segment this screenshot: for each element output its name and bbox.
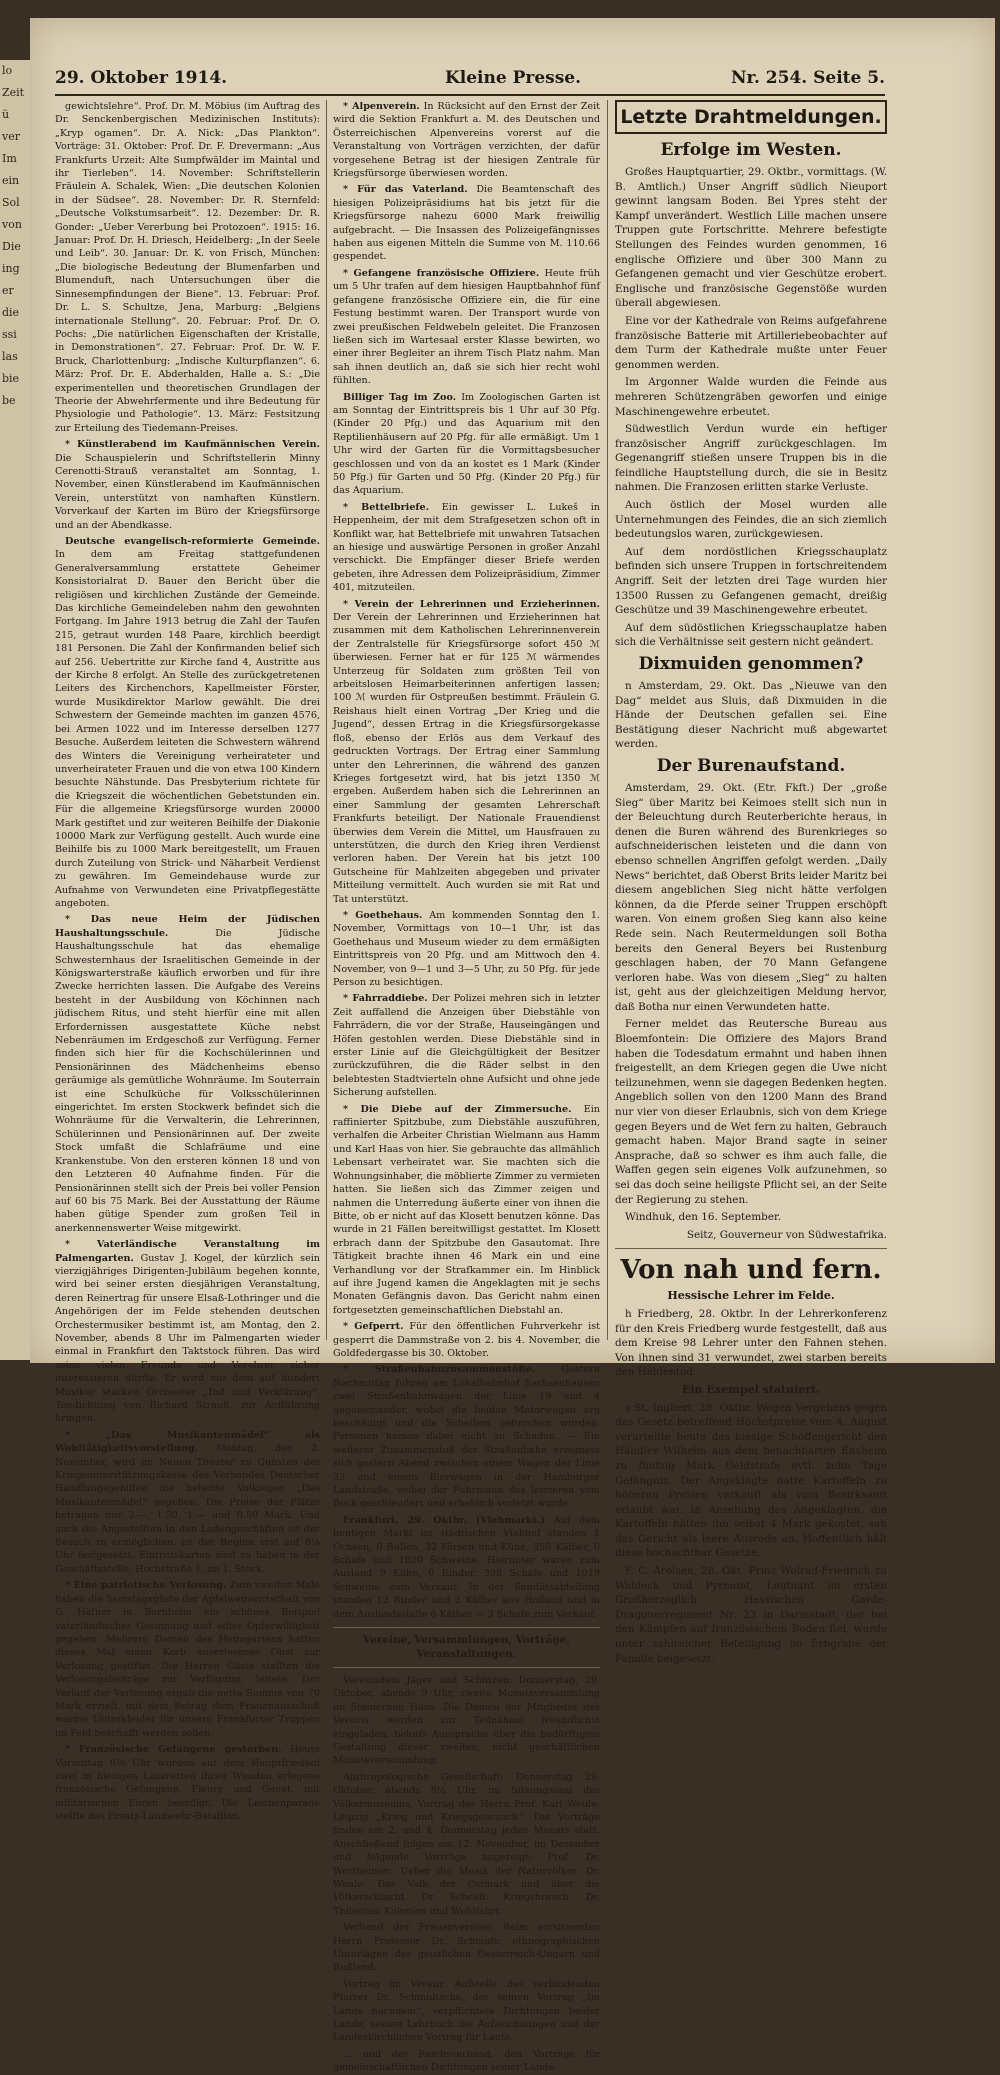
article-text: Im Argonner Walde wurden die Feinde aus mehreren Schützengräben geworfen und einige Maschinengewehre erbeutet. — [615, 376, 887, 418]
article-text: Eine vor der Kathedrale von Reims aufgefahrene französische Batterie mit Artilleriebeobachter auf dem Turm der Kathedrale mußte unter Feuer genommen werden. — [615, 314, 887, 371]
article-text: s St. Ingbert, 28. Oktbr. Wegen Vergehens gegen das Gesetz betreffend Höchstpreise vom 4. August verurteilte heute das hiesige Schöffengericht den Händler Wilhelm aus dem benachbarten Ensheim zu fünfzig Mark Geldstrafe evtl. zehn Tage Gefängnis. Der Angeklagte hatte Kartoffeln zu höheren Preisen verkauft als vom Bezirksamt erlaubt war. In Ansehung des Angeklagten, die Kartoffeln hätten ihn selbst 4 Mark gekostet, sah das Gericht als leere Ausrede an. Hoffentlich hält diese hochachtbar Gesetze. — [615, 1401, 887, 1560]
adjacent-page-text: bie — [2, 372, 20, 385]
article-headline: Hessische Lehrer im Felde. — [667, 1289, 835, 1303]
article-text: n Amsterdam, 29. Okt. Das „Nieuwe van den Dag“ meldet aus Sluis, daß Dixmuiden in die Hände der Deutschen gefallen sei. Eine Bestätigung dieser Nachricht muß abgewartet werden. — [615, 680, 887, 751]
article-heading: Billiger Tag im Zoo. — [343, 391, 457, 403]
adjacent-page-text: ing — [2, 262, 20, 275]
article-text: Amsterdam, 29. Okt. (Etr. Fkft.) Der „große Sieg“ über Maritz bei Keimoes stellt sich nun in der Beleuchtung durch Reuterberichte heraus, in denen die Buren während des Burenkrieges so aufschneiderischen leisteten und die dann von ebenso schnellen Angriffen gefolgt werden. „Daily News“ berichtet, daß Oberst Brits leider Maritz bei diesem angeblichen Sieg nicht hätte verfolgen können, da die Pferde seiner Truppen erschöpft waren. Von einem großen Sieg kann also keine Rede sein. Nach Reutermeldungen soll Botha bereits den General Beyers bei Rustenburg geschlagen haben, der 70 Mann Gefangene verloren habe. Was von diesem „Sieg“ zu halten ist, geht aus der gleichzeitigen Meldung hervor, daß Botha nur einen Verwundeten hatte. — [615, 781, 887, 1013]
article-text: Für den öffentlichen Fuhrverkehr ist gesperrt die Dammstraße von 2. bis 4. November, die Goldfedergasse bis 30. Oktober. — [333, 1321, 600, 1359]
article-text: Die Schauspielerin und Schriftstellerin Minny Cerenotti-Strauß veranstaltet am Sonntag, 1. November, einen Künstlerabend im Kaufmännischen Verein, unterstützt von namhaften Künstlern. Vorverkauf der Karten im Büro der Kriegsfürsorge und an der Abendkasse. — [55, 452, 320, 531]
article-text: Montag, den 2. November, wird im Neuen Theater zu Gunsten der Kriegsunterstützungskasse des Verbandes Deutscher Handlungsgehilfen die beliebte Volksoper „Das Musikantenmädel“ gegeben. Die Preise der Plätze betragen nur 2.—, 1.50, 1.— und 0.50 Mark. Und auch die Angestellten in den Ladengeschäften ist der Besuch zu ermöglichen, ist der Beginn erst auf 8¼ Uhr festgesetzt. Eintrittskarten sind zu haben in der Geschäftsstelle, Hochstraße 1, im 1. Stock. — [55, 1443, 320, 1575]
adjacent-page-text: Im — [2, 152, 17, 165]
article-heading: Frankfurt, 29. Oktbr. (Viehmarkt.) — [343, 1514, 545, 1526]
adjacent-page-text: die — [2, 306, 20, 319]
article-headline: Erfolge im Westen. — [660, 140, 842, 160]
newspaper-title: Kleine Presse. — [445, 68, 582, 88]
article-text: Der Polizei mehren sich in letzter Zeit auffallend die Anzeigen über Diebstähle von Fahrrädern, die vor der Straße, Hauseingängen und Höfen gestohlen werden. Diese Diebstähle sind in erster Linie auf die Gleichgültigkeit der Besitzer zurückzuführen, die die Räder selbst in den belebtesten Stadtvierteln ohne Aufsicht und ohne jede Sicherung aufstellen. — [333, 993, 600, 1099]
article-heading: * Gefperrt. — [343, 1321, 404, 1333]
article-heading: * Gefangene französische Offiziere. — [343, 267, 540, 279]
article-text: ... und der Reichsverband, den Vorträge für gemeinschaftlichen Dichtungen seiner Lande. — [333, 2048, 600, 2074]
adjacent-page-text: Die — [2, 240, 21, 253]
article-text: Auf dem heutigen Markt im städtischen Viehhof standen 1 Ochsen, 0 Bullen, 32 Färsen und Kühe, 356 Kälber, 0 Schafe und 1020 Schweine. Hierunter waren zum Ausland 9 Kühe, 0 Rinder, 398 Schafe und 1019 Schweine zum Verkauf. In der Sanitätsabteilung standen 12 Rinder und 2 Kälber aus Holland und in dem Auslandsstalle 6 Kälber — 3 Schafe zum Verkauf. — [333, 1514, 600, 1620]
adjacent-page-text: ver — [2, 130, 20, 143]
column-rule — [607, 100, 608, 1340]
article-headline: Dixmuiden genommen? — [638, 654, 864, 674]
section-divider — [333, 1627, 600, 1628]
article-text: Ferner meldet das Reutersche Bureau aus Bloemfontein: Die Offiziere des Majors Brand haben die Todesdatum ermahnt und haben ihnen freigestellt, an dem Kriegen gegen die Uwe nicht teilzunehmen, wenn sie dagegen Bedenken hegten. Angeblich sollen von den 1200 Mann des Brand nur vier von dieser Erlaubnis, sich von dem Kriege gegen Beyers und de Wet fern zu halten, Gebrauch gemacht haben. Major Brand sagte in seiner Ansprache, daß so schwer es ihm auch falle, die Waffen gegen sein eigenes Volk aufzunehmen, so sei das doch seine heiligste Pflicht sei, an der Seite der Regierung zu stehen. — [615, 1018, 887, 1206]
issue-page-number: Nr. 254. Seite 5. — [731, 68, 885, 88]
article-text: Im Zoologischen Garten ist am Sonntag der Eintrittspreis bis 1 Uhr auf 30 Pfg. (Kinder 20 Pfg.) und das Aquarium mit den Reptilienhäusern auf 20 Pfg. für alle ermäßigt. Um 1 Uhr wird der Garten für die Vormittagsbesucher geschlossen und von da an kostet es 1 Mark (Kinder 50 Pfg.) für Garten und 50 Pfg. (Kinder 20 Pfg.) für das Aquarium. — [333, 391, 600, 497]
article-text: Am kommenden Sonntag den 1. November, Vormittags von 10—1 Uhr, ist das Goethehaus und Museum wieder zu dem ermäßigten Eintrittspreis von 20 Pfg. und am Mittwoch den 4. November, von 9—1 und 3—5 Uhr, zu 50 Pfg. für jede Person zu besichtigen. — [333, 909, 600, 988]
article-heading: * Vaterländische Veranstaltung im Palmengarten. — [55, 1239, 320, 1264]
article-heading: * Für das Vaterland. — [343, 184, 468, 196]
adjacent-page-text: Sol — [2, 196, 20, 209]
article-text: In dem am Freitag stattgefundenen Generalversammlung erstattete Geheimer Konsistorialrat D. Bauer den Bericht über die religiösen und kirchlichen Zustände der Gemeinde. Das kirchliche Gemeindeleben nahm den gewohnten Fortgang. Im Jahre 1913 betrug die Zahl der Taufen 215, getraut wurden 148 Paare, kirchlich beerdigt 181 Personen. Die Zahl der Konfirmanden belief sich auf 256. Uebertritte zur Kirche fand 4, Austritte aus der Kirche 8 erfolgt. An Stelle des zurückgetretenen Leiters des Kirchenchors, Kapellmeister Förster, wurde Musikdirektor Marlow gewählt. Die drei Schwestern der Gemeinde machten im ganzen 4576, bei Armen 1022 und im Interesse derselben 1277 Besuche. Außerdem leiteten die Schwestern während des Winters die Vereinigung verheirateter und unverheirateter Frauen und die von etwa 100 Kindern besuchte Nähstunde. Das Presbyterium richtete für die Kriegszeit die wöchentlichen Gebetstunden ein. Für die allgemeine Kriegsfürsorge wurden 20000 Mark gestiftet und zur weiteren Beihilfe der Diakonie 10000 Mark zur Verfügung gestellt. Auch wurde eine Beihilfe bis zu 1000 Mark bereitgestellt, um Frauen durch Zuteilung von Strick- und Näharbeit Verdienst zu gewähren. Im Gemeindehause wurde zur Aufnahme von Verwundeten eine Privatpflegestätte angeboten. — [55, 549, 320, 909]
adjacent-page-text: Zeit — [2, 86, 25, 99]
article-heading: * Goethehaus. — [343, 909, 423, 921]
column-rule — [326, 100, 327, 1340]
adjacent-page-text: las — [2, 350, 18, 363]
article-text: Anthropologische Gesellschaft: Donnerstag 29. Oktober, abends 8½ Uhr, im Sitzungssaal des Völkermuseums, Vortrag des Herrn Prof. Karl Weule-Leipzig „Krieg und Kriegsgebrauch“. Die Vorträge finden am 2. und 4. Donnerstag jeden Monats statt. Anschließend folgen am 12. November, im Dezember und folgende Vorträge angezeigt: Prof. Dr. Wertheimer: Ueber die Musik der Naturvölker. Dr. Weule: Das Volk der Ostmark und über die Völkerschlacht. Dr. Scheidt: Kriegsbrauch. Dr. Thilenius: Kolonien und Wohlfahrt. — [333, 1771, 600, 1917]
signature-line: Seitz, Gouverneur von Südwestafrika. — [686, 1228, 887, 1241]
article-text: Windhuk, den 16. September. — [625, 1211, 782, 1224]
column-2 — [333, 100, 601, 2074]
issue-date: 29. Oktober 1914. — [55, 68, 228, 88]
adjacent-page-fragment — [0, 60, 30, 1360]
adjacent-page-text: ein — [2, 174, 20, 187]
article-text: Auf dem nordöstlichen Kriegsschauplatz befinden sich unsere Truppen in fortschreitendem Angriff. Seit der letzten drei Tage wurden hier 13500 Russen zu Gefangenen gemacht, dreißig Geschütze und 39 Maschinengewehre erbeutet. — [615, 545, 887, 617]
article-text: Ein raffinierter Spitzbube, zum Diebstähle auszuführen, verhalfen die Arbeiter Christian Wielmann aus Hamm und Karl Haas von hier. Sie gebrauchte das allmählich Lebensart verheiratet war. Sie machten sich die Wohnungsinhaber, die möblierte Zimmer zu vermieten hatten. Sie ließen sich das Zimmer zeigen und nahmen die Unterredung äußerte einer von ihnen die Bitte, ob er nicht auf das Klosett benutzen könne. Das wurde in 21 Fällen bereitwilligst gestattet. Im Klosett erbrach dann der Spitzbube den Gasautomat. Ihre Tätigkeit brachte ihnen 46 Mark ein und eine Verhandlung vor der Strafkammer ein. Im Hinblick auf ihre Jugend kamen die Angeklagten mit je sechs Monaten Gefängnis davon. Das Gericht nahm einen fortgesetzten gemeinschaftlichen Diebstahl an. — [333, 1103, 600, 1316]
article-text: Die Beamtenschaft des hiesigen Polizeipräsidiums hat bis jetzt für die Kriegsfürsorge nahezu 6000 Mark freiwillig aufgebracht. — Die Insassen des Polizeigefängnisses haben aus eigenen Mitteln die Summe von M. 110.66 gespendet. — [333, 184, 600, 263]
article-text: Heute früh um 5 Uhr trafen auf dem hiesigen Hauptbahnhof fünf gefangene französische Offiziere ein, die für eine Festung bestimmt waren. Der Transport wurde von zwei preußischen Feldwebeln geleitet. Die Franzosen ließen sich im Wartesaal erster Klasse bewirten, wo einer ihrer Begleiter an ihrem Tisch Platz nahm. Man sah ihnen deutlich an, daß sie sich hier recht wohl fühlten. — [333, 267, 600, 387]
article-text: Zum zweiten Male haben die Samstagsgäste der Apfelweinwirtschaft von G. Häfner in Bornheim ein schönes Beispiel vaterländischer Gesinnung und edler Opferwilligkeit gegeben. Mehrere Damen des Heimgartens hatten dieses Mal einen Korb auserlesenes Obst zur Verlosung gestiftet. Die Herren Gäste stellten die Verlosungsbeiträge zur Verfügung, leitete. Der Verlauf der Verlosung ergab die nette Summe von 70 Mark erzielt, mit dem Betrag dem Frauenausschuß warme Unterkleider für unsere Frankfurter Truppen im Feld beschafft werden sollen. — [55, 1580, 320, 1739]
article-heading: * Bettelbriefe. — [343, 501, 429, 513]
article-text: Auch östlich der Mosel wurden alle Unternehmungen des Feindes, die an sich ziemlich bedeutungslos waren, zurückgewiesen. — [615, 499, 887, 541]
article-text: In Rücksicht auf den Ernst der Zeit wird die Sektion Frankfurt a. M. des Deutschen und Österreichischen Alpenvereins vorerst auf die Veranstaltung von Vorträgen verzichten, der dafür vorgesehene Betrag ist der hiesigen Zentrale für Kriegsfürsorge überwiesen worden. — [333, 101, 601, 180]
article-text: Heute Vormittag 8½ Uhr wurden auf dem Hauptfriedhof zwei in hiesigen Lazaretten ihren Wunden erlegene französische Gefangene, Fleury und Gouet, mit militärischen Ehren beerdigt. Die Leichenparade stellte das Ersatz-Landwehr-Bataillon. — [55, 1744, 320, 1823]
adjacent-page-text: von — [2, 218, 22, 231]
adjacent-page-text: ssi — [2, 328, 17, 341]
article-headline: Der Burenaufstand. — [656, 755, 846, 776]
article-text: Der Verein der Lehrerinnen und Erzieherinnen hat zusammen mit dem Katholischen Lehrerinnenverein der Zentralstelle für Kriegsfürsorge sofort 450 ℳ überwiesen. Ferner hat er für 125 ℳ wärmendes Unterzeug für Soldaten zum größten Teil von arbeitslosen Heimarbeiterinnen anfertigen lassen; 100 ℳ wurden für Ostpreußen bestimmt. Fräulein G. Reishaus hielt einen Vortrag „Der Krieg und die Jugend“, dessen Ertrag in die Kriegsfürsorgekasse floß, ebenso der Erlös aus dem Verkauf des gedruckten Vortrags. Der Ertrag einer Sammlung unter den Lehrerinnen, die während des ganzen Krieges fortgesetzt wird, hat bis jetzt 1350 ℳ ergeben. Außerdem haben sich die Lehrerinnen an einer Sammlung der gesamten Lehrerschaft Frankfurts beteiligt. Der Nationale Frauendienst überwies dem Verein die Mittel, um Hausfrauen zu unterstützen, die durch den Krieg ihren Verdienst verloren haben. Der Verein hat bis jetzt 100 Gutscheine für Mahlzeiten abgegeben und privater Mitteilung vermittelt. Auch wurden sie mit Rat und Tat unterstützt. — [333, 612, 600, 905]
article-text: Auf dem südöstlichen Kriegsschauplatze haben sich die Verhältnisse seit gestern nicht geändert. — [615, 621, 887, 649]
article-heading: * Das neue Heim der Jüdischen Haushaltungsschule. — [55, 914, 320, 939]
article-text: Vereinsdem Jäger und Schützen: Donnerstag, 29. Oktober, abends 9 Uhr, zweite Monatsversammlung im Steinernen Haus. Die Damen der Mitglieder des Vereins werden zur Teilnahme freundlichst eingeladen, behufs Aussprache über die bedürftigste Gestaltung dieser zweiten, nicht geschäftlichen Monatsversammlung. — [333, 1674, 600, 1767]
section-box-title: Letzte Drahtmeldungen. — [615, 100, 887, 134]
adjacent-page-text: ü — [2, 108, 10, 121]
article-text: Südwestlich Verdun wurde ein heftiger französischer Angriff zurückgeschlagen. Im Gegenangriff stießen unsere Truppen bis in die feindliche Hauptstellung durch, die sie in Besitz nahmen. Die Franzosen erlitten starke Verluste. — [615, 423, 887, 494]
article-heading: Deutsche evangelisch-reformierte Gemeinde. — [65, 536, 320, 547]
article-heading: * Verein der Lehrerinnen und Erzieherinnen. — [343, 598, 600, 610]
article-heading: * „Das Musikantenmädel“ als Wohltätigkeitsvorstellung. — [55, 1429, 320, 1455]
article-heading: * Die Diebe auf der Zimmersuche. — [343, 1103, 572, 1115]
section-heading: Vereine, Versammlungen, Vorträge, Veranstaltungen. — [363, 1634, 570, 1660]
column-3 — [615, 100, 887, 1665]
article-heading: * Eine patriotische Verlosung. — [65, 1580, 227, 1592]
adjacent-page-text: lo — [2, 64, 13, 77]
article-text: gewichtslehre“. Prof. Dr. M. Möbius (im Auftrag des Dr. Senckenbergischen Medizinischen Instituts): „Kryp ogamen“. Dr. A. Nick: „Das Plankton“. Vorträge: 31. Oktober: Prof. Dr. F. Drevermann: „Aus Frankfurts Urzeit: Alte Sumpfwälder im Maintal und ihr Tierleben“. 14. November: Schriftstellerin Fräulein A. Schalek, Wien: „Die deutschen Kolonien in der Südsee“. 28. November: Dr. R. Sternfeld: „Deutsche Volkstumsarbeit“. 12. Dezember: Dr. R. Gonder: „Ueber Vererbung bei Protozoen“. 1915: 16. Januar: Prof. Dr. H. Driesch, Heidelberg: „In der Seele und Leib“. 30. Januar: Dr. K. von Frisch, München: „Die biologische Bedeutung der Blumenfarben und Blumenduft, nach Untersuchungen über die Sinnesempfindungen der Biene“. 13. Februar: Prof. Dr. L. S. Schultze, Jena, Marburg: „Belgiens internationale Stellung“. 20. Februar: Prof. Dr. O. Pochs: „Die natürlichen Eigenschaften der Kristalle, in Demonstrationen“. 27. Februar: Prof. Dr. W. F. Bruck, Charlottenburg: „Indische Kulturpflanzen“. 6. März: Prof. Dr. E. Abderhalden, Halle a. S.: „Die experimentellen und theoretischen Grundlagen der Theorie der Abwehrfermente und ihre Bedeutung für Physiologie und Pathologie“. 13. März: Festsitzung zur Erteilung des Tiedemann-Preises. — [55, 101, 320, 434]
section-divider — [615, 1248, 887, 1249]
article-text: Vortrag im Verein: Aufstelle des verbindenden Pfarrer Dr. Schmidtsche, der seinen Vortrag „Im Lande nachdem“, verpflichtete Dichtungen beider Lande, seinen Lehrbuch die Aufzeichnungen und der Landeskirchlichen Vortrag für Laute. — [333, 1978, 600, 2044]
article-text: Gustav J. Kogel, der kürzlich sein vierzigjähriges Dirigenten-Jubiläum begehen konnte, wird bei seiner ersten diesjährigen Veranstaltung, deren Reinertrag für unsere Elsaß-Lothringer und die Angehörigen der im Felde stehenden deutschen Orchestermusiker bestimmt ist, am Montag, den 2. November, abends 8 Uhr im Palmengarten wieder einmal in Frankfurt den Taktstock führen. Das wird seine vielen Freunde und Verehrer sicher interessieren dürfte. Er wird mit dem auf hundert Musiker starken Orchester „Tod und Verklärung“, Tondichtung von Richard Strauß, zur Aufführung bringen. — [55, 1252, 320, 1425]
section-divider — [333, 1667, 600, 1668]
article-text: Gestern Nachmittag fuhren am Lokalbahnhof Sachsenhausen zwei Straßenbahnwagen der Linie 19 und 4 gegeneinander, wobei die beiden Motorwagen arg beschädigt und die Scheiben gebrochen wurden. Personen kamen dabei nicht zu Schaden. — Ein weiterer Zusammenstoß der Straßenbahn ereignete sich gestern Abend zwischen einem Wagen der Linie 33 und einem Bierwagen in der Hamburger Landstraße, wobei der Fuhrmann des letzteren vom Bock geschleudert und erheblich verletzt wurde. — [333, 1364, 600, 1510]
article-text: h Friedberg, 28. Oktbr. In der Lehrerkonferenz für den Kreis Friedberg wurde festgestellt, daß aus dem Kreise 98 Lehrer unter den Fahnen stehen. Von ihnen sind 31 verwundet, zwei starben bereits den Heldentod. — [615, 1307, 887, 1379]
article-heading: * Straßenbahnzusammenstöße. — [343, 1364, 535, 1376]
article-text: Die Jüdische Haushaltungsschule hat das ehemalige Schwesternhaus der Israelitischen Gemeinde in der Königswarterstraße käuflich erworben und für ihre Zwecke herrichten lassen. Die Aufgabe des Vereins besteht in der Ausbildung von Köchinnen nach jüdischem Ritus, und steht hierfür eine mit allen Erfordernissen ausgestattete Küche nebst Nebenräumen im Erdgeschoß zur Verfügung. Ferner finden sich hier für die Kochschülerinnen und Pensionärinnen des Mädchenheims ebenso geräumige als gemütliche Wohnräume. Im Souterrain ist eine Schulküche für Volksschülerinnen eingerichtet. Im ersten Stockwerk befindet sich die Wohnräume für die Verwalterin, die Lehrerinnen, Schülerinnen und Pensionärinnen auf. Der zweite Stock umfaßt die Schlafräume und eine Krankenstube. Von den ersteren können 18 und von den Letzteren 40 Aufnahme finden. Für die Pensionärinnen stellt sich der Preis bei voller Pension auf 60 bis 75 Mark. Bei der Ausstattung der Räume haben gütige Spender zum großen Teil in anerkennenswerter Weise mitgewirkt. — [55, 927, 320, 1234]
article-heading: * Alpenverein. — [343, 101, 420, 112]
article-heading: * Fahrraddiebe. — [343, 993, 428, 1005]
article-heading: * Französische Gefangene gestorben. — [65, 1744, 282, 1756]
article-heading: * Künstlerabend im Kaufmännischen Verein. — [65, 439, 320, 451]
article-headline: Ein Exempel statuiert. — [681, 1382, 821, 1396]
section-headline: Von nah und fern. — [620, 1255, 882, 1286]
article-text: Verband der Frauenvereine: Beim vorsitzenden Herrn Professor Dr. Schmidt: ethnographischen Unterlagen des geistlichen Oesterreich-Ungarn und Rußland. — [333, 1922, 600, 1974]
article-text: Großes Hauptquartier, 29. Oktbr., vormittags. (W. B. Amtlich.) Unser Angriff südlich Nieuport gewinnt langsam Boden. Bei Ypres steht der Kampf unverändert. Westlich Lille machen unsere Truppen gute Fortschritte. Mehrere befestigte Stellungen des Feindes wurden genommen, 16 englische Offiziere und über 300 Mann zu Gefangenen gemacht und vier Geschütze erobert. Englische und französische Gegenstöße wurden überall abgewiesen. — [615, 166, 887, 310]
article-text: F. C. Arolsen, 28. Okt. Prinz Wolrad-Friedrich zu Waldeck und Pyrmont, Leutnant im ersten Großherzoglich Hessischen Garde-Dragonerregiment Nr. 23 in Darmstadt, der bei den Kämpfen auf französischem Boden fiel, wurde unter zahlreicher Beteiligung im Erbgrabe der Familie beigesetzt. — [615, 1565, 887, 1665]
article-text: Ein gewisser L. Lukeš in Heppenheim, der mit dem Strafgesetzen schon oft in Konflikt war, hat Bettelbriefe mit unwahren Tatsachen an hiesige und auswärtige Personen in großer Anzahl verschickt. Die Empfänger dieser Briefe werden gebeten, ihre Adressen dem Polizeipräsidium, Zimmer 401, mitzuteilen. — [333, 501, 600, 594]
adjacent-page-text: be — [2, 394, 16, 407]
adjacent-page-text: er — [2, 284, 14, 297]
masthead — [55, 68, 885, 96]
column-1 — [55, 100, 320, 1823]
